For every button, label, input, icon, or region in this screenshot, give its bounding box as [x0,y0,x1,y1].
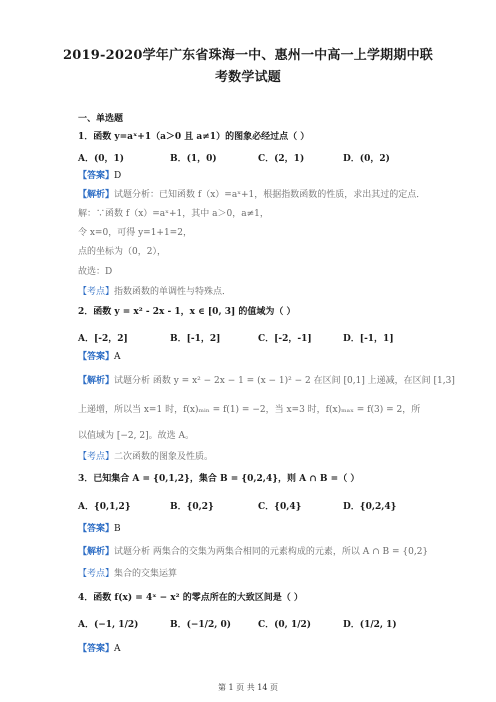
answer-value: A [114,644,121,654]
kp-text: 集合的交集运算 [114,569,178,579]
q3-option-a: A．{0,1,2} [78,502,131,512]
q2-solution-line: 上递增，所以当 x=1 时，f(x)ₘᵢₙ = f(1) = −2，当 x=3 时，f(x)ₘₐₓ = f(3) = 2，所 [78,405,421,415]
q3-analysis [78,546,428,558]
answer-tag: 【答案】 [78,352,115,362]
q1-solution-line: 令 x=0，可得 y=1+1=2， [78,228,192,238]
answer-tag: 【答案】 [78,171,115,181]
document-title-line1: 2019-2020学年广东省珠海一中、惠州一中高一上学期期中联 [63,48,433,63]
q3-option-b: B．{0,2} [170,502,214,512]
q2-option-c: C．[-2，-1] [258,334,312,344]
q2-option-b: B．[-1，2] [170,334,221,344]
q3-stem: 3．已知集合 A = {0,1,2}，集合 B = {0,2,4}，则 A ∩ B =（ ） [78,474,360,484]
q1-solution-line: 点的坐标为（0，2）， [78,247,166,257]
analysis-tag: 【解析】 [78,547,115,557]
q2-answer [78,351,121,363]
q4-option-d: D．(1/2, 1) [343,620,397,630]
kp-tag: 【考点】 [78,569,115,579]
answer-tag: 【答案】 [78,524,115,534]
section-heading: 一、单选题 [78,114,124,124]
analysis-text: 试题分析 两集合的交集为两集合相同的元素构成的元素，所以 A ∩ B = {0,2} [114,547,429,557]
q1-answer [78,170,121,182]
q2-option-a: A．[-2，2] [78,334,128,344]
q4-option-a: A．(−1, 1/2) [78,620,139,630]
answer-value: A [114,352,121,362]
kp-text: 二次函数的图象及性质。 [114,452,214,462]
q1-solution-line: 故选：D [78,267,113,277]
answer-tag: 【答案】 [78,644,115,654]
q4-stem: 4．函数 f(x) = 4ˣ − x² 的零点所在的大致区间是（ ） [78,593,303,603]
q1-option-d: D．(0，2) [343,154,390,164]
q1-option-a: A．(0，1) [78,154,125,164]
analysis-tag: 【解析】 [78,376,115,386]
analysis-text: 试题分析：已知函数 f（x）=aˣ+1，根据指数函数的性质，求出其过的定点． [114,190,426,200]
answer-value: D [114,171,122,181]
answer-value: B [114,524,121,534]
q1-solution-line: 解：∵函数 f（x）=aˣ+1，其中 a＞0，a≠1， [78,209,269,219]
q2-analysis [78,375,455,387]
page-footer: 第 1 页 共 14 页 [218,683,278,692]
document-title-line2: 考数学试题 [214,70,281,85]
kp-tag: 【考点】 [78,452,115,462]
q1-knowledge-point [78,286,231,298]
q4-option-c: C．(0, 1/2) [258,620,312,630]
q1-analysis [78,189,425,201]
q3-option-c: C．{0,4} [258,502,302,512]
q1-option-c: C．(2，1) [258,154,305,164]
q3-answer [78,523,121,535]
q3-option-d: D．{0,2,4} [343,502,397,512]
kp-text: 指数函数的单调性与特殊点． [114,287,232,297]
q2-knowledge-point [78,451,213,463]
analysis-text: 试题分析 函数 y = x² − 2x − 1 = (x − 1)² − 2 在区间 [0,1] 上递减，在区间 [1,3] [114,376,455,386]
q2-stem: 2．函数 y = x² - 2x - 1，x ∈ [0, 3] 的值域为（ ） [78,307,296,317]
analysis-tag: 【解析】 [78,190,115,200]
q2-solution-line: 以值域为 [−2, 2]。故选 A。 [78,431,194,441]
q1-option-b: B．(1，0) [170,154,217,164]
kp-tag: 【考点】 [78,287,115,297]
q3-knowledge-point [78,568,177,580]
q2-option-d: D．[-1，1] [343,334,394,344]
q4-option-b: B．(−1/2, 0) [170,620,232,630]
q1-stem: 1．函数 y=aˣ+1（a＞0 且 a≠1）的图象必经过点（ ） [78,132,310,142]
q4-answer [78,643,121,655]
